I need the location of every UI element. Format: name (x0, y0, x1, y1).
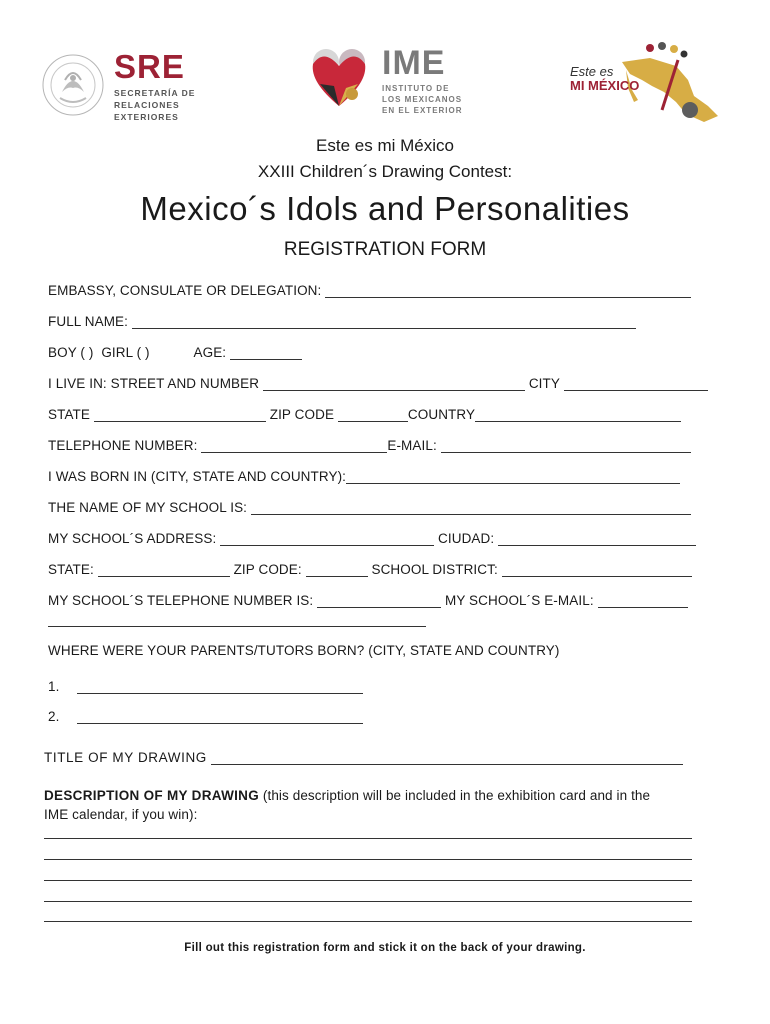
street-label: I LIVE IN: STREET AND NUMBER (48, 376, 260, 391)
description-line-3[interactable] (44, 880, 692, 881)
born-in-label: I WAS BORN IN (CITY, STATE AND COUNTRY): (48, 469, 347, 484)
school-phone-field[interactable] (317, 593, 441, 608)
school-zip-label: ZIP CODE: (233, 562, 302, 577)
state-field[interactable] (94, 407, 266, 422)
ime-name-line3: EN EL EXTERIOR (382, 106, 463, 115)
contest-logo (566, 40, 730, 132)
sre-logo (40, 46, 210, 126)
street-field[interactable] (263, 376, 525, 391)
ime-abbr: IME (382, 44, 446, 82)
embassy-label: EMBASSY, CONSULATE OR DELEGATION: (48, 283, 322, 298)
ime-name-line2: LOS MEXICANOS (382, 95, 463, 104)
parents-label: WHERE WERE YOUR PARENTS/TUTORS BORN? (CITY, STATE AND COUNTRY) (48, 643, 560, 658)
telephone-label: TELEPHONE NUMBER: (48, 438, 198, 453)
parents-row (48, 643, 560, 658)
age-label: AGE: (193, 345, 227, 360)
sre-name-line2: RELACIONES (114, 100, 180, 110)
contest-name: Este es mi México (316, 136, 454, 155)
school-email-field[interactable] (598, 593, 688, 608)
sre-name-line3: EXTERIORES (114, 112, 179, 122)
school-district-label: SCHOOL DISTRICT: (371, 562, 498, 577)
email-label: E-MAIL: (387, 438, 437, 453)
born-in-row (48, 469, 680, 484)
description-note-cont: IME calendar, if you win): (44, 807, 198, 822)
state-label: STATE (48, 407, 91, 422)
embassy-field[interactable] (325, 283, 691, 298)
heart-icon (304, 44, 374, 114)
drawing-title-row (44, 750, 683, 765)
school-name-field[interactable] (251, 500, 691, 515)
description-line-2[interactable] (44, 859, 692, 860)
country-field[interactable] (475, 407, 681, 422)
city-field[interactable] (564, 376, 708, 391)
contest-logo-line1: Este es (570, 64, 614, 79)
address-row (48, 376, 708, 391)
born-in-field[interactable] (346, 469, 680, 484)
sre-name-line1: SECRETARÍA DE (114, 88, 196, 98)
school-name-row (48, 500, 691, 515)
girl-checkbox[interactable]: GIRL ( ) (101, 345, 150, 360)
school-zip-field[interactable] (306, 562, 368, 577)
contest-edition: XXIII Children´s Drawing Contest: (257, 162, 513, 181)
full-name-label: FULL NAME: (48, 314, 129, 329)
ime-name-line1: INSTITUTO DE (382, 84, 450, 93)
gender-age-row (48, 345, 302, 360)
drawing-title-label: TITLE OF MY DRAWING (44, 750, 207, 765)
school-email-label: MY SCHOOL´S E-MAIL: (444, 593, 594, 608)
age-field[interactable] (230, 345, 302, 360)
contest-logo-line2: MI MÉXICO (570, 78, 640, 93)
ime-logo (304, 44, 474, 116)
form-subtitle: REGISTRATION FORM (283, 239, 487, 260)
parent-2-row (48, 709, 363, 724)
email-field[interactable] (441, 438, 691, 453)
parent-1-row (48, 679, 363, 694)
full-name-field[interactable] (132, 314, 636, 329)
school-email-continuation-line[interactable] (48, 626, 426, 627)
school-district-field[interactable] (502, 562, 692, 577)
footer-instruction: Fill out this registration form and stick it on the back of your drawing. (184, 942, 586, 954)
ciudad-field[interactable] (498, 531, 696, 546)
full-name-row (48, 314, 636, 329)
description-line-1[interactable] (44, 838, 692, 839)
sre-abbr: SRE (114, 48, 185, 85)
school-phone-email-row (48, 593, 688, 608)
school-name-label: THE NAME OF MY SCHOOL IS: (48, 500, 248, 515)
school-address-field[interactable] (220, 531, 434, 546)
parent-1-number: 1. (48, 679, 60, 694)
description-row (44, 788, 650, 803)
school-phone-label: MY SCHOOL´S TELEPHONE NUMBER IS: (48, 593, 314, 608)
city-label: CITY (528, 376, 560, 391)
mexican-seal-icon (40, 52, 106, 118)
school-state-label: STATE: (48, 562, 94, 577)
school-state-field[interactable] (98, 562, 230, 577)
parent-1-field[interactable] (77, 679, 363, 694)
embassy-row (48, 283, 691, 298)
parent-2-field[interactable] (77, 709, 363, 724)
zip-label: ZIP CODE (269, 407, 335, 422)
school-address-label: MY SCHOOL´S ADDRESS: (48, 531, 217, 546)
zip-field[interactable] (338, 407, 408, 422)
description-line-4[interactable] (44, 901, 692, 902)
page-title: Mexico´s Idols and Personalities (140, 190, 630, 227)
ciudad-label: CIUDAD: (438, 531, 495, 546)
telephone-field[interactable] (201, 438, 387, 453)
school-state-zip-row (48, 562, 692, 577)
telephone-email-row (48, 438, 691, 453)
country-label: COUNTRY (407, 407, 476, 422)
drawing-title-field[interactable] (211, 750, 683, 765)
school-address-row (48, 531, 696, 546)
description-row-2 (44, 807, 197, 822)
parent-2-number: 2. (48, 709, 60, 724)
description-line-5[interactable] (44, 921, 692, 922)
description-note: (this description will be included in the exhibition card and in the (259, 788, 651, 803)
boy-checkbox[interactable]: BOY ( ) (48, 345, 94, 360)
state-zip-country-row (48, 407, 681, 422)
description-label: DESCRIPTION OF MY DRAWING (44, 788, 260, 803)
